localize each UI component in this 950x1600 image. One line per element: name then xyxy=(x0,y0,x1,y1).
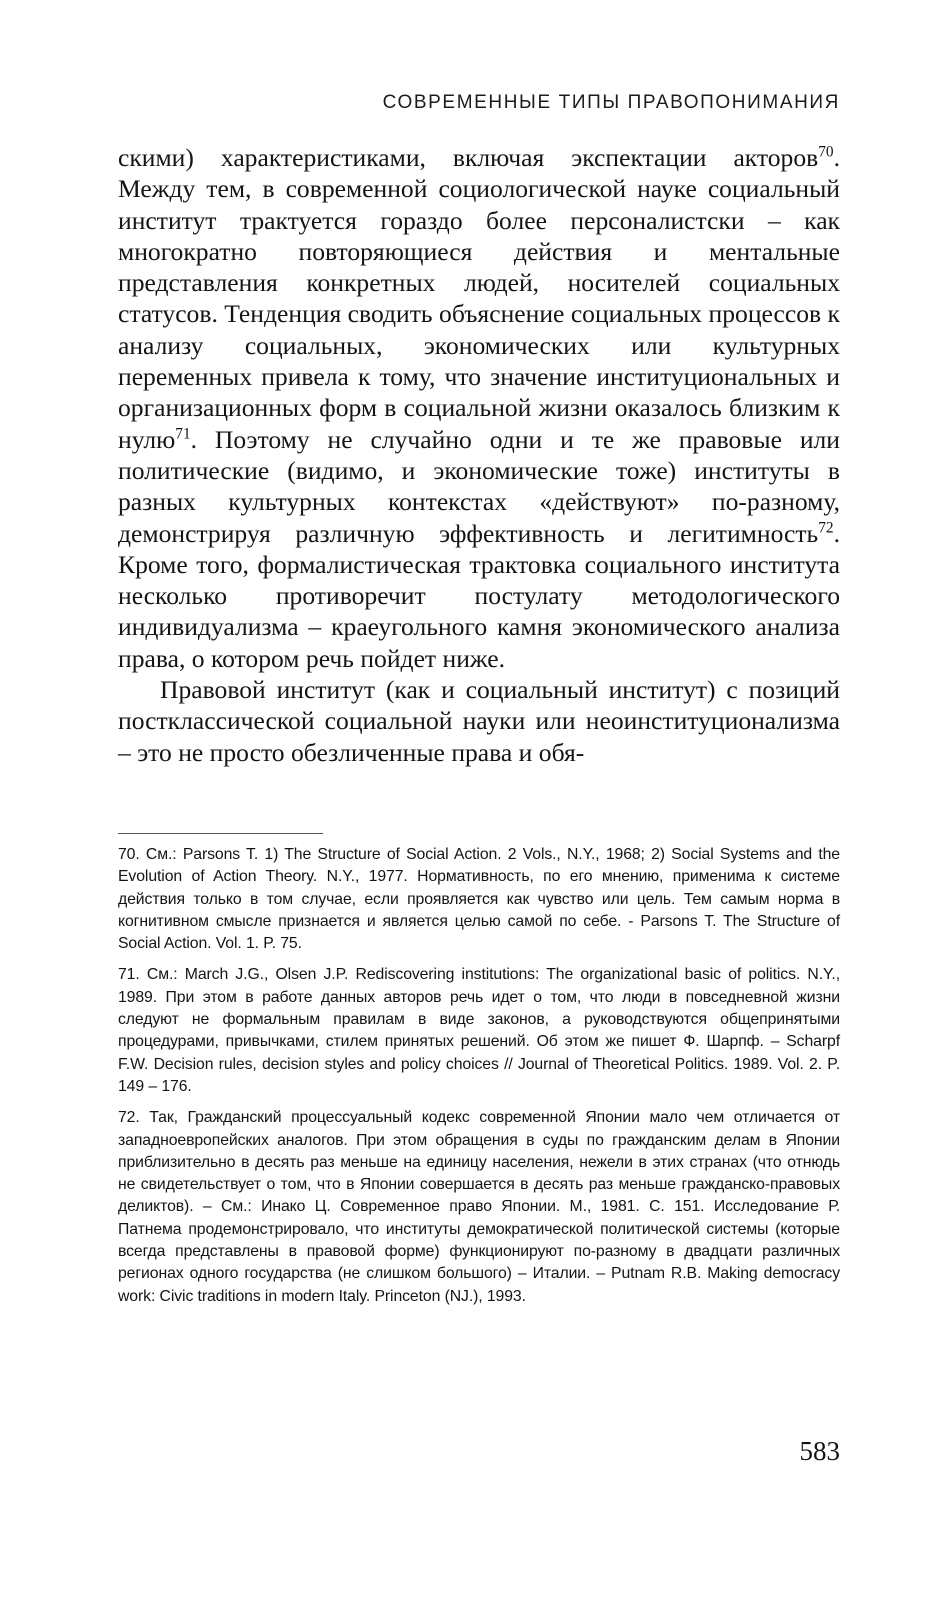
paragraph-1-part-4: . Кроме того, формалистическая трактовка социального института несколько противоречит постулату методологического индивидуализма – краеугольного камня экономического анализа права, о котором речь пойдет ниже. xyxy=(118,518,840,673)
paragraph-1 xyxy=(118,142,840,674)
main-text xyxy=(118,142,840,768)
footnotes xyxy=(118,844,840,1317)
footnote-ref-71: 71 xyxy=(175,425,191,443)
footnote-separator xyxy=(118,833,323,834)
page-number: 583 xyxy=(799,1436,840,1466)
footnote-70: 70. См.: Parsons T. 1) The Structure of Social Action. 2 Vols., N.Y., 1968; 2) Social Systems and the Evolution of Action Theory. N.Y., 1977. Нормативность, по его мнению, применима к системе действия только в том случае, если проявляется как чувство или цель. Тем самым норма в когнитивном смысле признается и является целью самой по себе. - Parsons T. The Structure of Social Action. Vol. 1. P. 75. xyxy=(118,846,840,953)
footnote-72: 72. Так, Гражданский процессуальный кодекс современной Японии мало чем отличается от западноевропейских аналогов. При этом обращения в суды по гражданским делам в Японии приблизительно в десять раз меньше на единицу населения, нежели в этих странах (что отнюдь не свидетельствует о том, что в Японии совершается в десять раз меньше гражданско-правовых деликтов). – См.: Инако Ц. Современное право Японии. М., 1981. С. 151. Исследование Р. Патнема продемонстрировало, что институты демократической политической системы (которые всегда представлены в правовой форме) функционируют по-разному в двадцати различных регионах одного государства (не слишком большого) – Италии. – Putnam R.B. Making democracy work: Civic traditions in modern Italy. Princeton (NJ.), 1993. xyxy=(118,1109,840,1305)
running-head: СОВРЕМЕННЫЕ ТИПЫ ПРАВОПОНИМАНИЯ xyxy=(382,92,840,113)
footnote-71: 71. См.: March J.G., Olsen J.P. Rediscovering institutions: The organizational basic of politics. N.Y., 1989. При этом в работе данных авторов речь идет о том, что люди в повседневной жизни следуют не формальным правилам в виде законов, а руководствуются общепринятыми процедурами, привычками, стилем принятых решений. Об этом же пишет Ф. Шарпф. – Scharpf F.W. Decision rules, decision styles and policy choices // Journal of Theoretical Politics. 1989. Vol. 2. P. 149 – 176. xyxy=(118,966,840,1095)
paragraph-2: Правовой институт (как и социальный институт) с позиций постклассической социальной науки или неоинституционализма – это не просто обезличенные права и обя- xyxy=(118,675,840,767)
paragraph-1-part-1: скими) характеристиками, включая экспектации акторов xyxy=(118,143,819,172)
paragraph-1-part-3: . Поэтому не случайно одни и те же правовые или политические (видимо, и экономические тоже) институты в разных культурных контекстах «действуют» по-разному, демонстрируя различную эффективность и легитимность xyxy=(118,424,840,548)
footnote-ref-72: 72 xyxy=(818,519,834,537)
footnote-ref-70: 70 xyxy=(818,143,834,161)
paragraph-1-part-2: . Между тем, в современной социологической науке социальный институт трактуется гораздо более персоналистски – как многократно повторяющиеся действия и ментальные представления конкретных людей, носителей социальных статусов. Тенденция сводить объяснение социальных процессов к анализу социальных, экономических или культурных переменных привела к тому, что значение институциональных и организационных форм в социальной жизни оказалось близким к нулю xyxy=(118,143,840,454)
